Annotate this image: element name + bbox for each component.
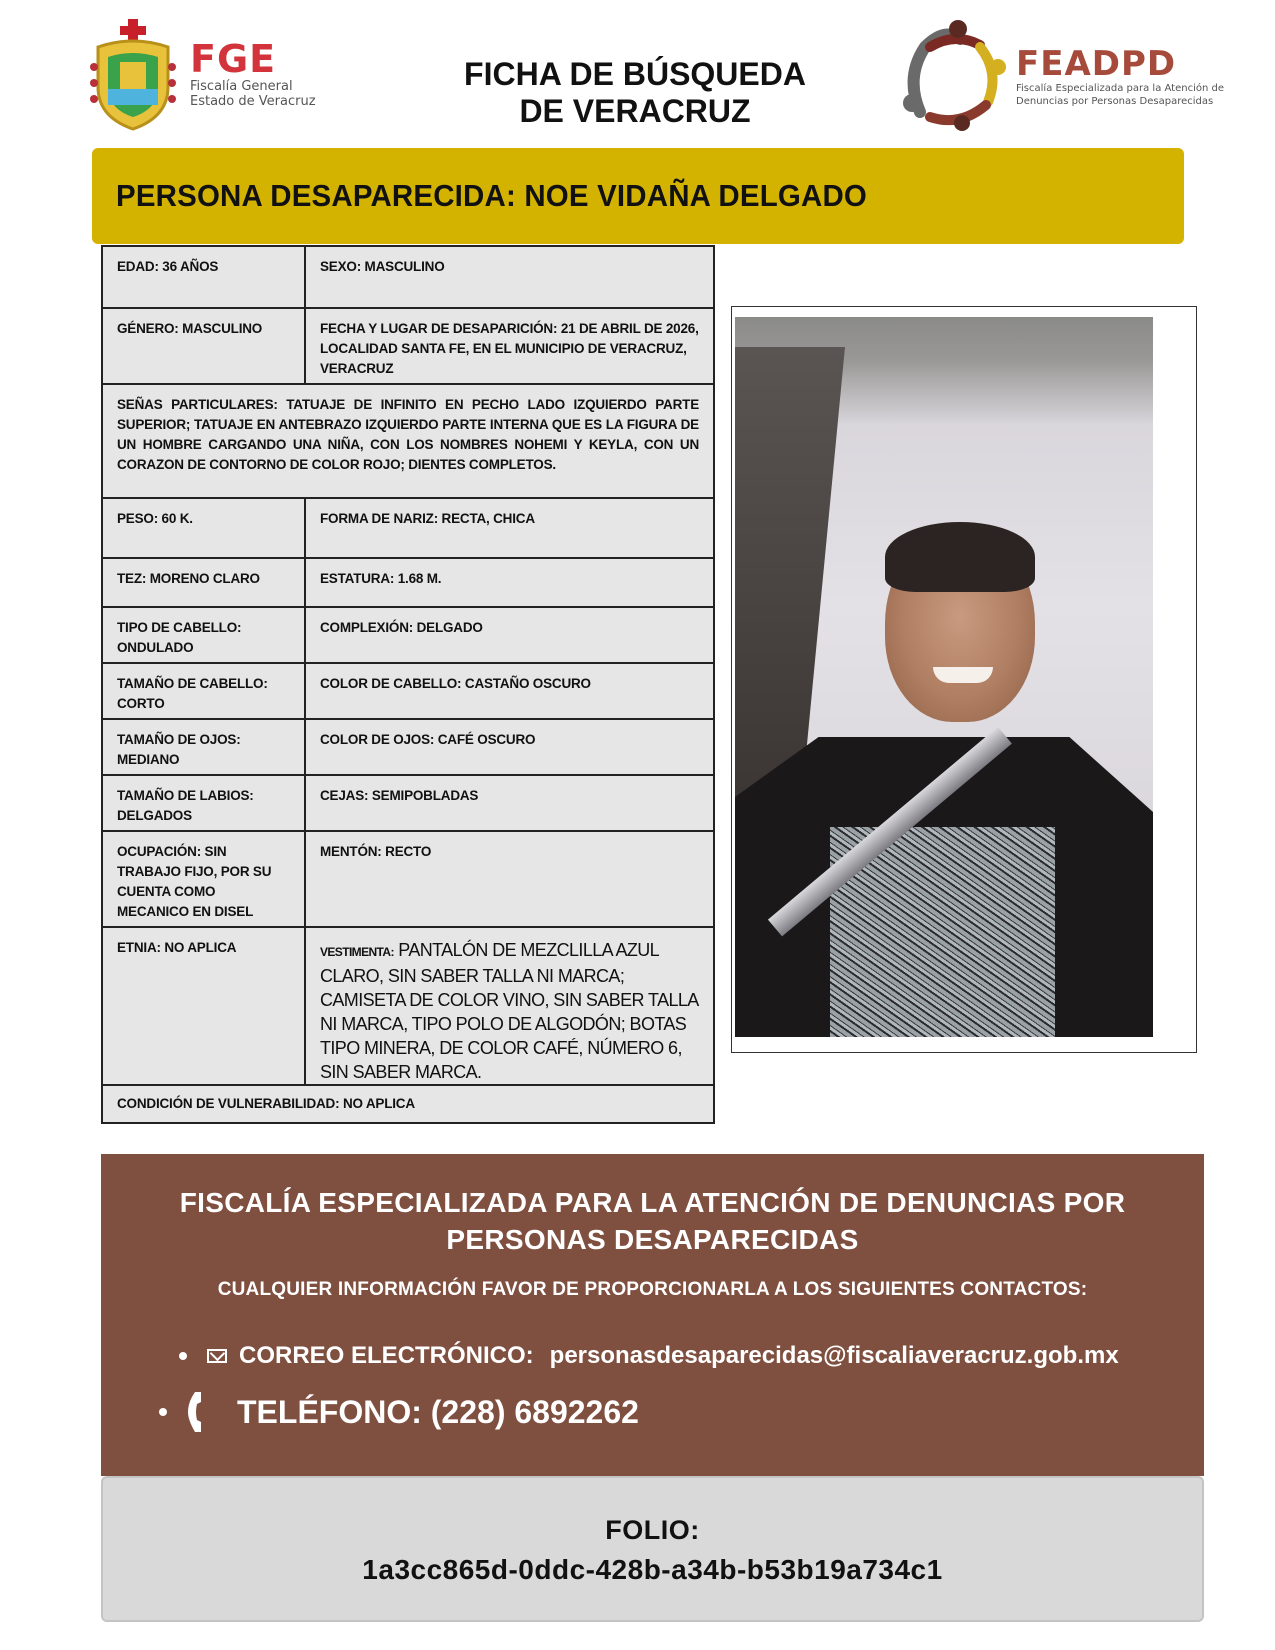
contact-phone-item: [159, 1390, 639, 1434]
fge-mark: FGE: [190, 37, 277, 81]
contact-subtitle: CUALQUIER INFORMACIÓN FAVOR DE PROPORCIONARLA A LOS SIGUIENTES CONTACTOS:: [217, 1279, 1088, 1300]
document-title: [440, 56, 830, 130]
fge-subtitle-1: Fiscalía General: [190, 79, 293, 94]
missing-person-name-bar: [92, 148, 1184, 244]
table-row: [103, 832, 713, 928]
photo-hair: [885, 522, 1035, 592]
feadpd-mark: FEADPD: [1016, 44, 1177, 84]
cell-nariz: FORMA DE NARIZ: RECTA, CHICA: [320, 511, 535, 526]
envelope-icon: [207, 1349, 227, 1363]
cell-edad: EDAD: 36 AÑOS: [103, 247, 306, 307]
feadpd-subtitle-1: Fiscalía Especializada para la Atención de: [1016, 83, 1224, 94]
cell-color-cabello: COLOR DE CABELLO: CASTAÑO OSCURO: [320, 676, 591, 691]
cell-tamano-labios: TAMAÑO DE LABIOS: DELGADOS: [103, 776, 306, 830]
cell-fecha-lugar: FECHA Y LUGAR DE DESAPARICIÓN: 21 DE ABRIL DE 2026, LOCALIDAD SANTA FE, EN EL MUNICIPIO DE VERACRUZ, VERACRUZ: [320, 321, 699, 376]
cell-tez: TEZ: MORENO CLARO: [103, 559, 306, 606]
missing-person-name: PERSONA DESAPARECIDA: NOE VIDAÑA DELGADO: [116, 178, 868, 213]
vestimenta-label: VESTIMENTA:: [320, 945, 394, 959]
folio-label: FOLIO:: [605, 1515, 700, 1545]
table-row: [103, 608, 713, 664]
cell-menton: MENTÓN: RECTO: [320, 844, 432, 859]
cell-estatura: ESTATURA: 1.68 M.: [320, 571, 442, 586]
contact-panel: [101, 1154, 1204, 1476]
cell-senas-particulares: SEÑAS PARTICULARES: TATUAJE DE INFINITO EN PECHO LADO IZQUIERDO PARTE SUPERIOR; TATUAJE EN ANTEBRAZO IZQUIERDO PARTE INTERNA QUE ES LA FIGURA DE UN HOMBRE CARGANDO UNA NIÑA, CON LOS NOMBRES NOHEMI Y KEYLA, CON UN CORAZON DE CONTORNO DE COLOR ROJO; DIENTES COMPLETOS.: [117, 397, 699, 472]
table-row: [103, 247, 713, 309]
contact-title: FISCALÍA ESPECIALIZADA PARA LA ATENCIÓN DE DENUNCIAS POR PERSONAS DESAPARECIDAS: [179, 1187, 1126, 1255]
folio-value: 1a3cc865d-0ddc-428b-a34b-b53b19a734c1: [362, 1554, 943, 1585]
person-details-table: [101, 245, 715, 1124]
missing-person-photo: [735, 317, 1153, 1037]
cell-color-ojos: COLOR DE OJOS: CAFÉ OSCURO: [320, 732, 536, 747]
table-row: [103, 385, 713, 499]
folio-box: [101, 1476, 1204, 1622]
cell-tamano-cabello: TAMAÑO DE CABELLO: CORTO: [103, 664, 306, 718]
phone-number[interactable]: TELÉFONO: (228) 6892262: [237, 1393, 639, 1430]
table-row: [103, 776, 713, 832]
table-row: [103, 720, 713, 776]
contact-email-item: [179, 1342, 1119, 1370]
cell-ocupacion: OCUPACIÓN: SIN TRABAJO FIJO, POR SU CUENTA COMO MECANICO EN DISEL: [103, 832, 306, 926]
people-circle-icon: [900, 17, 1010, 137]
feadpd-subtitle-2: Denuncias por Personas Desaparecidas: [1016, 96, 1214, 107]
fge-logo: [88, 15, 338, 133]
photo-frame: [731, 306, 1197, 1053]
vestimenta-value: PANTALÓN DE MEZCLILLA AZUL CLARO, SIN SABER TALLA NI MARCA; CAMISETA DE COLOR VINO, SIN SABER TALLA NI MARCA, TIPO POLO DE ALGODÓN; BOTAS TIPO MINERA, DE COLOR CAFÉ, NÚMERO 6, SIN SABER MARCA.: [320, 940, 698, 1082]
document-title-line-1: FICHA DE BÚSQUEDA: [464, 56, 806, 92]
cell-cejas: CEJAS: SEMIPOBLADAS: [320, 788, 479, 803]
feadpd-logo: [900, 18, 1240, 136]
fge-subtitle-2: Estado de Veracruz: [190, 94, 316, 109]
cell-peso: PESO: 60 K.: [103, 499, 306, 557]
table-row: [103, 559, 713, 608]
phone-icon: [187, 1390, 215, 1434]
bullet-icon: [179, 1352, 187, 1360]
email-link[interactable]: personasdesaparecidas@fiscaliaveracruz.gob.mx: [549, 1342, 1119, 1369]
document-title-line-2: DE VERACRUZ: [519, 93, 751, 129]
table-row: [103, 928, 713, 1086]
photo-smile: [933, 667, 993, 683]
cell-complexion: COMPLEXIÓN: DELGADO: [320, 620, 483, 635]
table-row: [103, 309, 713, 385]
email-label: CORREO ELECTRÓNICO:: [239, 1342, 534, 1369]
cell-tamano-ojos: TAMAÑO DE OJOS: MEDIANO: [103, 720, 306, 774]
cell-tipo-cabello: TIPO DE CABELLO: ONDULADO: [103, 608, 306, 662]
coat-of-arms-icon: [88, 17, 178, 132]
table-row: [103, 1086, 713, 1122]
table-row: [103, 664, 713, 720]
bullet-icon: [159, 1408, 167, 1416]
cell-vulnerabilidad: CONDICIÓN DE VULNERABILIDAD: NO APLICA: [117, 1096, 415, 1111]
cell-etnia: ETNIA: NO APLICA: [103, 928, 306, 1084]
table-row: [103, 499, 713, 559]
cell-genero: GÉNERO: MASCULINO: [103, 309, 306, 383]
cell-sexo: SEXO: MASCULINO: [320, 259, 445, 274]
cell-vestimenta: [306, 928, 713, 1084]
